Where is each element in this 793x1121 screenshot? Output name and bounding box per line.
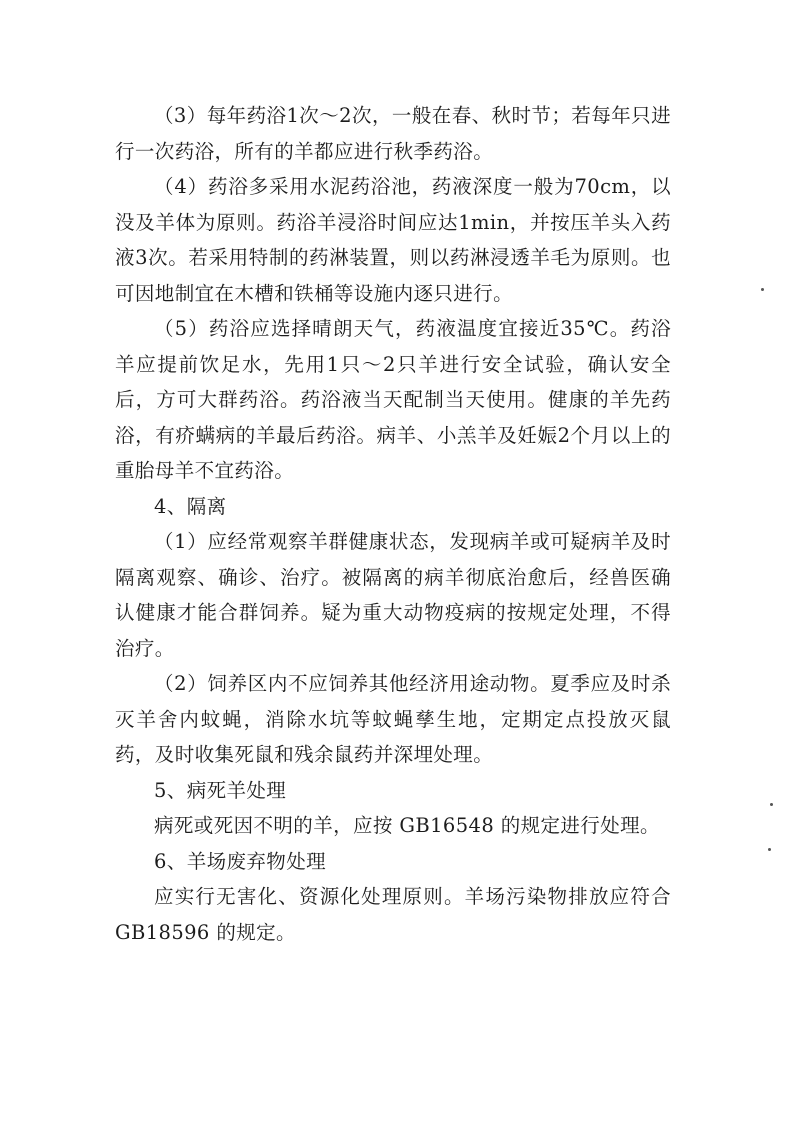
paragraph-dead-sheep-handling: 病死或死因不明的羊，应按 GB16548 的规定进行处理。 [154,814,660,837]
heading-dead-sheep-handling: 5、病死羊处理 [154,778,287,802]
paragraph-medicated-bath-frequency: （3）每年药浴1次～2次，一般在春、秋时节；若每年只进行一次药浴，所有的羊都应进行秋季药浴。 [115,104,671,163]
paragraph-waste-handling: 应实行无害化、资源化处理原则。羊场污染物排放应符合 GB18596 的规定。 [115,885,671,944]
scan-speck [768,848,771,851]
paragraph-isolation-observation: （1）应经常观察羊群健康状态，发现病羊或可疑病羊及时隔离观察、确诊、治疗。被隔离的病羊彻底治愈后，经兽医确认健康才能合群饲养。疑为重大动物疫病的按规定处理，不得治疗。 [115,530,671,660]
paragraph-pest-control: （2）饲养区内不应饲养其他经济用途动物。夏季应及时杀灭羊舍内蚊蝇，消除水坑等蚊蝇孳生地，定期定点投放灭鼠药，及时收集死鼠和残余鼠药并深埋处理。 [115,672,671,766]
scan-speck [770,803,773,806]
heading-isolation: 4、隔离 [154,494,227,518]
document-body [115,98,671,950]
scan-speck [761,288,764,291]
paragraph-medicated-bath-conditions: （5）药浴应选择晴朗天气，药液温度宜接近35℃。药浴羊应提前饮足水，先用1只～2只羊进行安全试验，确认安全后，方可大群药浴。药浴液当天配制当天使用。健康的羊先药浴，有疥螨病的羊最后药浴。病羊、小羔羊及妊娠2个月以上的重胎母羊不宜药浴。 [115,317,671,482]
paragraph-medicated-bath-pool: （4）药浴多采用水泥药浴池，药液深度一般为70cm，以没及羊体为原则。药浴羊浸浴时间应达1min，并按压羊头入药液3次。若采用特制的药淋装置，则以药淋浸透羊毛为原则。也可因地制宜在木槽和铁桶等设施内逐只进行。 [115,175,671,305]
heading-waste-handling: 6、羊场废弃物处理 [154,849,327,873]
